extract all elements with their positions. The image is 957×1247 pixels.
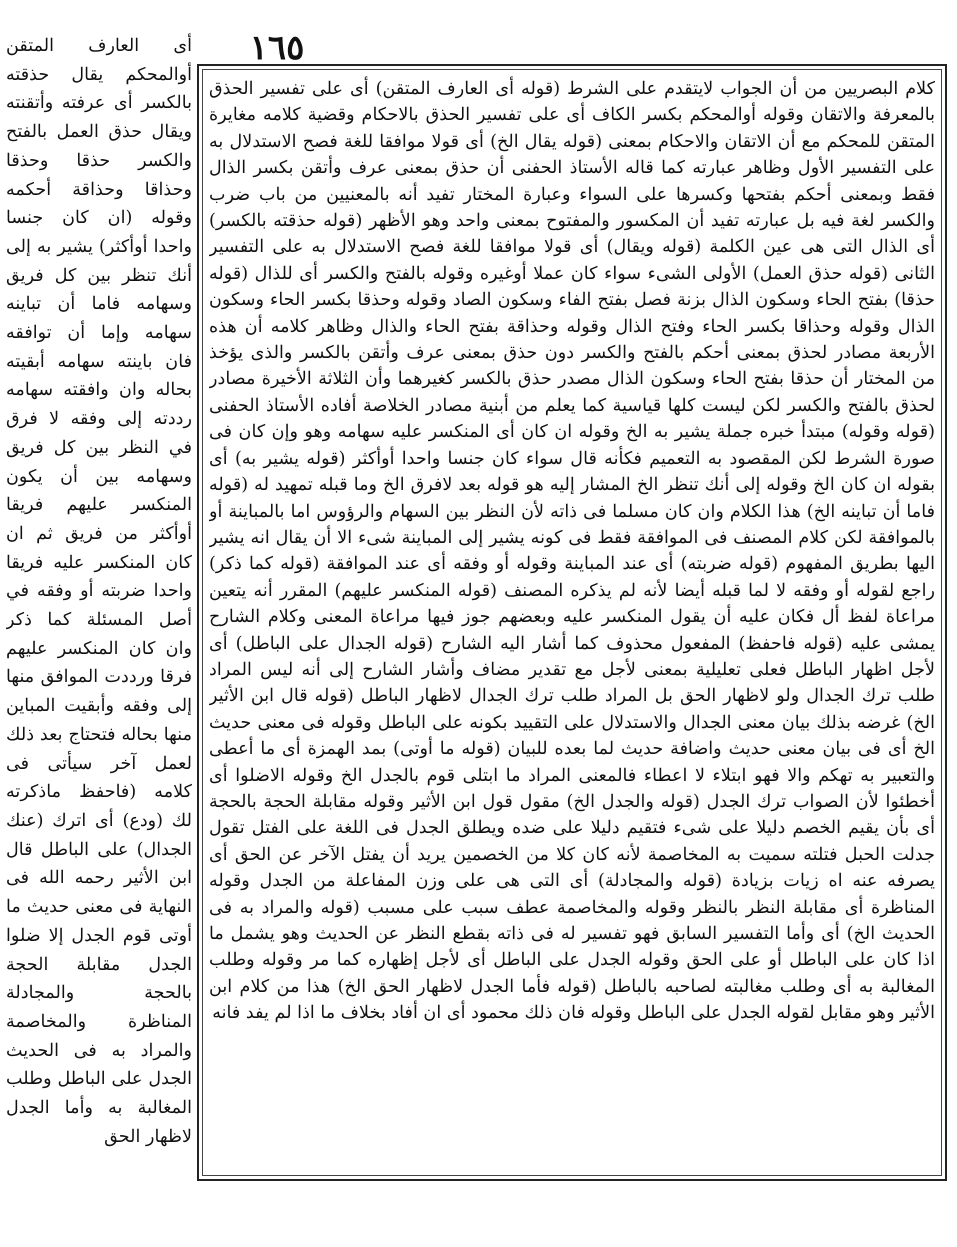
main-commentary-frame (197, 64, 947, 1181)
margin-commentary-text: أى العارف المتقن أوالمحكم يقال حذقته بالكسر أى عرفته وأتقنته ويقال حذق العمل بالفتح والكسر حذقا وحذقا وحذاقا وحذاقة أحكمه وقوله (ان كان جنسا واحدا أوأكثر) يشير به إلى أنك تنظر بين كل فريق وسهامه فاما أن تباينه سهامه وإما أن توافقه فان باينته سهامه أبقيته بحاله وان وافقته سهامه رددته إلى وفقه لا فرق في النظر بين كل فريق وسهامه بين أن يكون المنكسر عليهم فريقا أوأكثر من فريق ثم ان كان المنكسر عليه فريقا واحدا ضربته أو وفقه في أصل المسئلة كما ذكر وان كان المنكسر عليهم فرقا ورددت الموافق منها إلى وفقه وأبقيت المباين منها بحاله فتحتاج بعد ذلك لعمل آخر سيأتى فى كلامه (فاحفظ ماذكرته لك (ودع) أى اترك (عنك الجدال) على الباطل قال ابن الأثير رحمه الله فى النهاية فى معنى حديث ما أوتى قوم الجدل إلا ضلوا الجدل مقابلة الحجة بالحجة والمجادلة المناظرة والمخاصمة والمراد به فى الحديث الجدل على الباطل وطلب المغالبة به وأما الجدل لاظهار الحق (6, 36, 192, 1147)
main-commentary (209, 76, 935, 1167)
margin-commentary (6, 32, 192, 1210)
main-commentary-text: كلام البصريين من أن الجواب لايتقدم على الشرط (قوله أى العارف المتقن) أى على تفسير الحذق بالمعرفة والاتقان وقوله أوالمحكم بكسر الكاف أى على تفسير الحذق بالاحكام وقضية كلامه مغايرة المتقن للمحكم مع أن الاتقان والاحكام بمعنى (قوله يقال الخ) أى قولا موافقا للغة فصح الاستدلال به على التفسير الأول وظاهر عبارته كما قاله الأستاذ الحفنى أن حذق بمعنى عرف وأتقن بكسر الذال فقط وبمعنى أحكم بفتحها وكسرها على السواء وعبارة المختار تفيد أنه بالمعنيين من باب ضرب والكسر لغة فيه بل عبارته تفيد أن المكسور والمفتوح بمعنى واحد وهو الأظهر (قوله حذقته بالكسر) أى الذال التى هى عين الكلمة (قوله ويقال) أى قولا موافقا للغة فصح الاستدلال به على التفسير الثانى (قوله حذق العمل) الأولى الشىء سواء كان عملا أوغيره وقوله بالفتح والكسر أى للذال (قوله حذقا) بفتح الحاء وسكون الذال بزنة فصل بفتح الفاء وسكون الصاد وقوله وحذقا بكسر الحاء وسكون الذال وقوله وحذاقا بكسر الحاء وفتح الذال وقوله وحذاقة بفتح الحاء والذال وظاهر كلامه أن هذه الأربعة مصادر لحذق بمعنى أحكم بالفتح والكسر دون حذق بمعنى عرف وأتقن بالكسر والذى يؤخذ من المختار أن حذقا بفتح الحاء وسكون الذال مصدر حذق بالكسر كغيرهما وأن الثلاثة الأخيرة مصادر لحذق بالفتح والكسر لكن ليست كلها قياسية كما يعلم من أبنية مصادر الخلاصة أفاده الأستاذ الحفنى (قوله وقوله) مبتدأ خبره جملة يشير به الخ وقوله ان كان أى المنكسر عليه سهامه وهو وإن كان فى صورة الشرط لكن المقصود به التعميم فكأنه قال سواء كان جنسا واحدا أوأكثر (قوله يشير به) أى بقوله ان كان الخ وقوله إلى أنك تنظر الخ المشار إليه هو قوله بعد لافرق الخ وما قبله تمهيد له (قوله فاما أن تباينه الخ) هذا الكلام وان كان مسلما فى ذاته لأن النظر بين السهام والرؤوس اما بالمباينة أو بالموافقة لكن كلام المصنف فى الموافقة فقط فى كونه يشير إلى المباينة شىء الا أن يقال انه يشير اليها بطريق المفهوم (قوله ضربته) أى عند المباينة وقوله أو وفقه أى عند الموافقة (قوله كما ذكر) راجع لقوله أو وفقه لا لما قبله أيضا لأنه لم يذكره المصنف (قوله المنكسر عليهم) المقرر أنه يتعين مراعاة لفظ أل فكان عليه أن يقول المنكسر عليه وبعضهم جوز فيها مراعاة المعنى وكلام الشارح يمشى عليه (قوله فاحفظ) المفعول محذوف كما أشار اليه الشارح (قوله الجدال على الباطل) أى لأجل اظهار الباطل فعلى تعليلية بمعنى لأجل مع تقدير مضاف وأشار الشارح إلى أنه ليس المراد طلب ترك الجدال ولو لاظهار الحق بل المراد طلب ترك الجدال لاظهار الباطل (قوله قال ابن الأثير الخ) غرضه بذلك بيان معنى الجدال والاستدلال على التقييد بكونه على الباطل وقوله فى معنى حديث الخ أى فى بيان معنى حديث واضافة حديث لما بعده للبيان (قوله ما أوتى) بمد الهمزة أى ما أعطى والتعبير به تهكم والا فهو ابتلاء لا اعطاء فالمعنى المراد ما ابتلى قوم بالجدل الخ وقوله الاضلوا أى أخطئوا لأن الصواب ترك الجدل (قوله والجدل الخ) مقول قول ابن الأثير وقوله مقابلة الحجة بالحجة أى بأن يقيم الخصم دليلا على شىء فتقيم دليلا على ضده ويطلق الجدل فى اللغة على الفتل تقول جدلت الحبل فتلته سميت به المخاصمة لأنه كان كلا من الخصمين يريد أن يفتل الآخر عن الحق أى يصرفه عنه اه زيات بزيادة (قوله والمجادلة) أى التى هى على وزن المفاعلة من الجدل وقوله المناظرة أى مقابلة النظر بالنظر وقوله والمخاصمة عطف سبب على مسبب (قوله والمراد به فى الحديث الخ) أى وأما التفسير السابق فهو تفسير له فى ذاته بقطع النظر عن الحديث وهو يشمل ما اذا كان على الباطل أو على الحق وقوله الجدل على الباطل أى لأجل إظهاره كما مر وقوله وطلب المغالبة به أى وطلب مغالبته لصاحبه بالباطل (قوله فأما الجدل لاظهار الحق الخ) هذا من كلام ابن الأثير وهو مقابل لقوله الجدل على الباطل وقوله فان ذلك محمود أى ان أفاد بخلاف ما اذا لم يفد فانه (209, 79, 935, 1024)
page-number: ١٦٥ (249, 28, 305, 68)
